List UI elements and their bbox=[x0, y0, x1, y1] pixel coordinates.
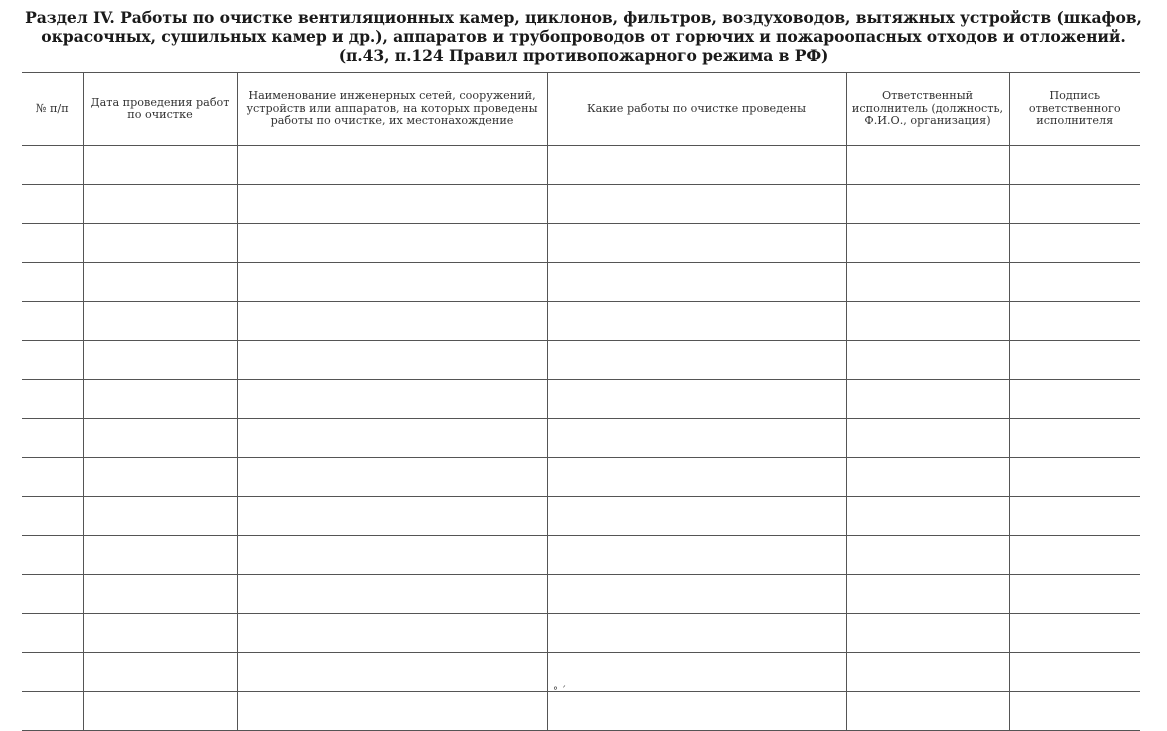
cell-object-name[interactable] bbox=[237, 341, 547, 380]
cell-responsible[interactable] bbox=[846, 341, 1009, 380]
cell-signature[interactable] bbox=[1009, 614, 1140, 653]
section-title bbox=[0, 8, 1167, 65]
cell-signature[interactable] bbox=[1009, 692, 1140, 731]
cell-number[interactable] bbox=[22, 263, 83, 302]
cell-work-done[interactable] bbox=[547, 536, 846, 575]
cell-work-done[interactable] bbox=[547, 302, 846, 341]
cell-date[interactable] bbox=[83, 380, 237, 419]
cell-work-done[interactable] bbox=[547, 653, 846, 692]
cell-object-name[interactable] bbox=[237, 575, 547, 614]
cell-object-name[interactable] bbox=[237, 224, 547, 263]
table-row bbox=[22, 575, 1140, 614]
cell-work-done[interactable] bbox=[547, 263, 846, 302]
cell-date[interactable] bbox=[83, 575, 237, 614]
cell-work-done[interactable] bbox=[547, 458, 846, 497]
cell-responsible[interactable] bbox=[846, 614, 1009, 653]
section-title-line-1: Раздел IV. Работы по очистке вентиляционных камер, циклонов, фильтров, воздуховодов, вытяжных устройств (шкафов, bbox=[25, 8, 1142, 27]
cell-number[interactable] bbox=[22, 224, 83, 263]
cell-signature[interactable] bbox=[1009, 380, 1140, 419]
table-row bbox=[22, 146, 1140, 185]
cell-signature[interactable] bbox=[1009, 263, 1140, 302]
cell-date[interactable] bbox=[83, 419, 237, 458]
cell-number[interactable] bbox=[22, 614, 83, 653]
cell-date[interactable] bbox=[83, 692, 237, 731]
cell-object-name[interactable] bbox=[237, 653, 547, 692]
cell-number[interactable] bbox=[22, 653, 83, 692]
cell-date[interactable] bbox=[83, 302, 237, 341]
table-row bbox=[22, 419, 1140, 458]
table-row bbox=[22, 302, 1140, 341]
table-row bbox=[22, 263, 1140, 302]
cell-work-done[interactable] bbox=[547, 185, 846, 224]
cell-object-name[interactable] bbox=[237, 146, 547, 185]
cell-work-done[interactable] bbox=[547, 146, 846, 185]
cell-object-name[interactable] bbox=[237, 263, 547, 302]
section-title-line-2: окрасочных, сушильных камер и др.), аппаратов и трубопроводов от горючих и пожароопасных отходов и отложений. bbox=[41, 27, 1126, 46]
table-row bbox=[22, 185, 1140, 224]
table-row bbox=[22, 380, 1140, 419]
cell-number[interactable] bbox=[22, 458, 83, 497]
cell-object-name[interactable] bbox=[237, 419, 547, 458]
cell-responsible[interactable] bbox=[846, 497, 1009, 536]
section-title-line-3: (п.43, п.124 Правил противопожарного режима в РФ) bbox=[338, 46, 829, 65]
cell-work-done[interactable] bbox=[547, 419, 846, 458]
cell-date[interactable] bbox=[83, 497, 237, 536]
header-date: Дата проведения работ по очистке bbox=[83, 73, 237, 146]
cell-object-name[interactable] bbox=[237, 458, 547, 497]
cell-number[interactable] bbox=[22, 146, 83, 185]
cell-date[interactable] bbox=[83, 614, 237, 653]
header-object-name: Наименование инженерных сетей, сооружений, устройств или аппаратов, на которых проведены работы по очистке, их местонахождение bbox=[237, 73, 547, 146]
cell-number[interactable] bbox=[22, 497, 83, 536]
table-row bbox=[22, 614, 1140, 653]
cell-work-done[interactable] bbox=[547, 575, 846, 614]
cell-work-done[interactable] bbox=[547, 224, 846, 263]
cell-date[interactable] bbox=[83, 341, 237, 380]
cell-object-name[interactable] bbox=[237, 302, 547, 341]
cell-object-name[interactable] bbox=[237, 692, 547, 731]
cell-responsible[interactable] bbox=[846, 380, 1009, 419]
cell-object-name[interactable] bbox=[237, 380, 547, 419]
cell-object-name[interactable] bbox=[237, 497, 547, 536]
cell-signature[interactable] bbox=[1009, 341, 1140, 380]
cell-object-name[interactable] bbox=[237, 185, 547, 224]
cell-number[interactable] bbox=[22, 302, 83, 341]
table-header-row bbox=[22, 73, 1140, 146]
cell-responsible[interactable] bbox=[846, 224, 1009, 263]
cell-date[interactable] bbox=[83, 146, 237, 185]
cell-signature[interactable] bbox=[1009, 536, 1140, 575]
header-work-done: Какие работы по очистке проведены bbox=[547, 73, 846, 146]
table-row bbox=[22, 692, 1140, 731]
cell-signature[interactable] bbox=[1009, 497, 1140, 536]
cell-work-done[interactable] bbox=[547, 692, 846, 731]
cell-responsible[interactable] bbox=[846, 458, 1009, 497]
cell-responsible[interactable] bbox=[846, 536, 1009, 575]
cell-signature[interactable] bbox=[1009, 302, 1140, 341]
cell-object-name[interactable] bbox=[237, 614, 547, 653]
cell-number[interactable] bbox=[22, 692, 83, 731]
cell-number[interactable] bbox=[22, 536, 83, 575]
cell-responsible[interactable] bbox=[846, 692, 1009, 731]
cell-responsible[interactable] bbox=[846, 185, 1009, 224]
cell-date[interactable] bbox=[83, 653, 237, 692]
cell-work-done[interactable] bbox=[547, 497, 846, 536]
table-row bbox=[22, 341, 1140, 380]
cell-number[interactable] bbox=[22, 341, 83, 380]
cell-signature[interactable] bbox=[1009, 224, 1140, 263]
cell-responsible[interactable] bbox=[846, 302, 1009, 341]
cell-work-done[interactable] bbox=[547, 341, 846, 380]
cell-object-name[interactable] bbox=[237, 536, 547, 575]
cell-number[interactable] bbox=[22, 419, 83, 458]
table-body bbox=[22, 146, 1140, 731]
cell-signature[interactable] bbox=[1009, 419, 1140, 458]
header-signature: Подпись ответственного исполнителя bbox=[1009, 73, 1140, 146]
cell-responsible[interactable] bbox=[846, 419, 1009, 458]
cell-work-done[interactable] bbox=[547, 380, 846, 419]
cell-number[interactable] bbox=[22, 575, 83, 614]
cell-signature[interactable] bbox=[1009, 146, 1140, 185]
cell-responsible[interactable] bbox=[846, 653, 1009, 692]
cell-number[interactable] bbox=[22, 380, 83, 419]
cell-date[interactable] bbox=[83, 536, 237, 575]
table-row bbox=[22, 497, 1140, 536]
page-mark: ° ´ bbox=[553, 686, 567, 697]
cell-number[interactable] bbox=[22, 185, 83, 224]
cell-signature[interactable] bbox=[1009, 653, 1140, 692]
cell-signature[interactable] bbox=[1009, 575, 1140, 614]
cell-signature[interactable] bbox=[1009, 458, 1140, 497]
table-row bbox=[22, 536, 1140, 575]
cell-date[interactable] bbox=[83, 224, 237, 263]
table-row bbox=[22, 653, 1140, 692]
header-number: № п/п bbox=[22, 73, 83, 146]
table-row bbox=[22, 224, 1140, 263]
cell-responsible[interactable] bbox=[846, 575, 1009, 614]
table-row bbox=[22, 458, 1140, 497]
header-responsible: Ответственный исполнитель (должность, Ф.И.О., организация) bbox=[846, 73, 1009, 146]
cell-responsible[interactable] bbox=[846, 263, 1009, 302]
cell-date[interactable] bbox=[83, 263, 237, 302]
cell-work-done[interactable] bbox=[547, 614, 846, 653]
cell-date[interactable] bbox=[83, 185, 237, 224]
cell-responsible[interactable] bbox=[846, 146, 1009, 185]
cell-signature[interactable] bbox=[1009, 185, 1140, 224]
cleaning-log-table bbox=[22, 72, 1140, 731]
cell-date[interactable] bbox=[83, 458, 237, 497]
